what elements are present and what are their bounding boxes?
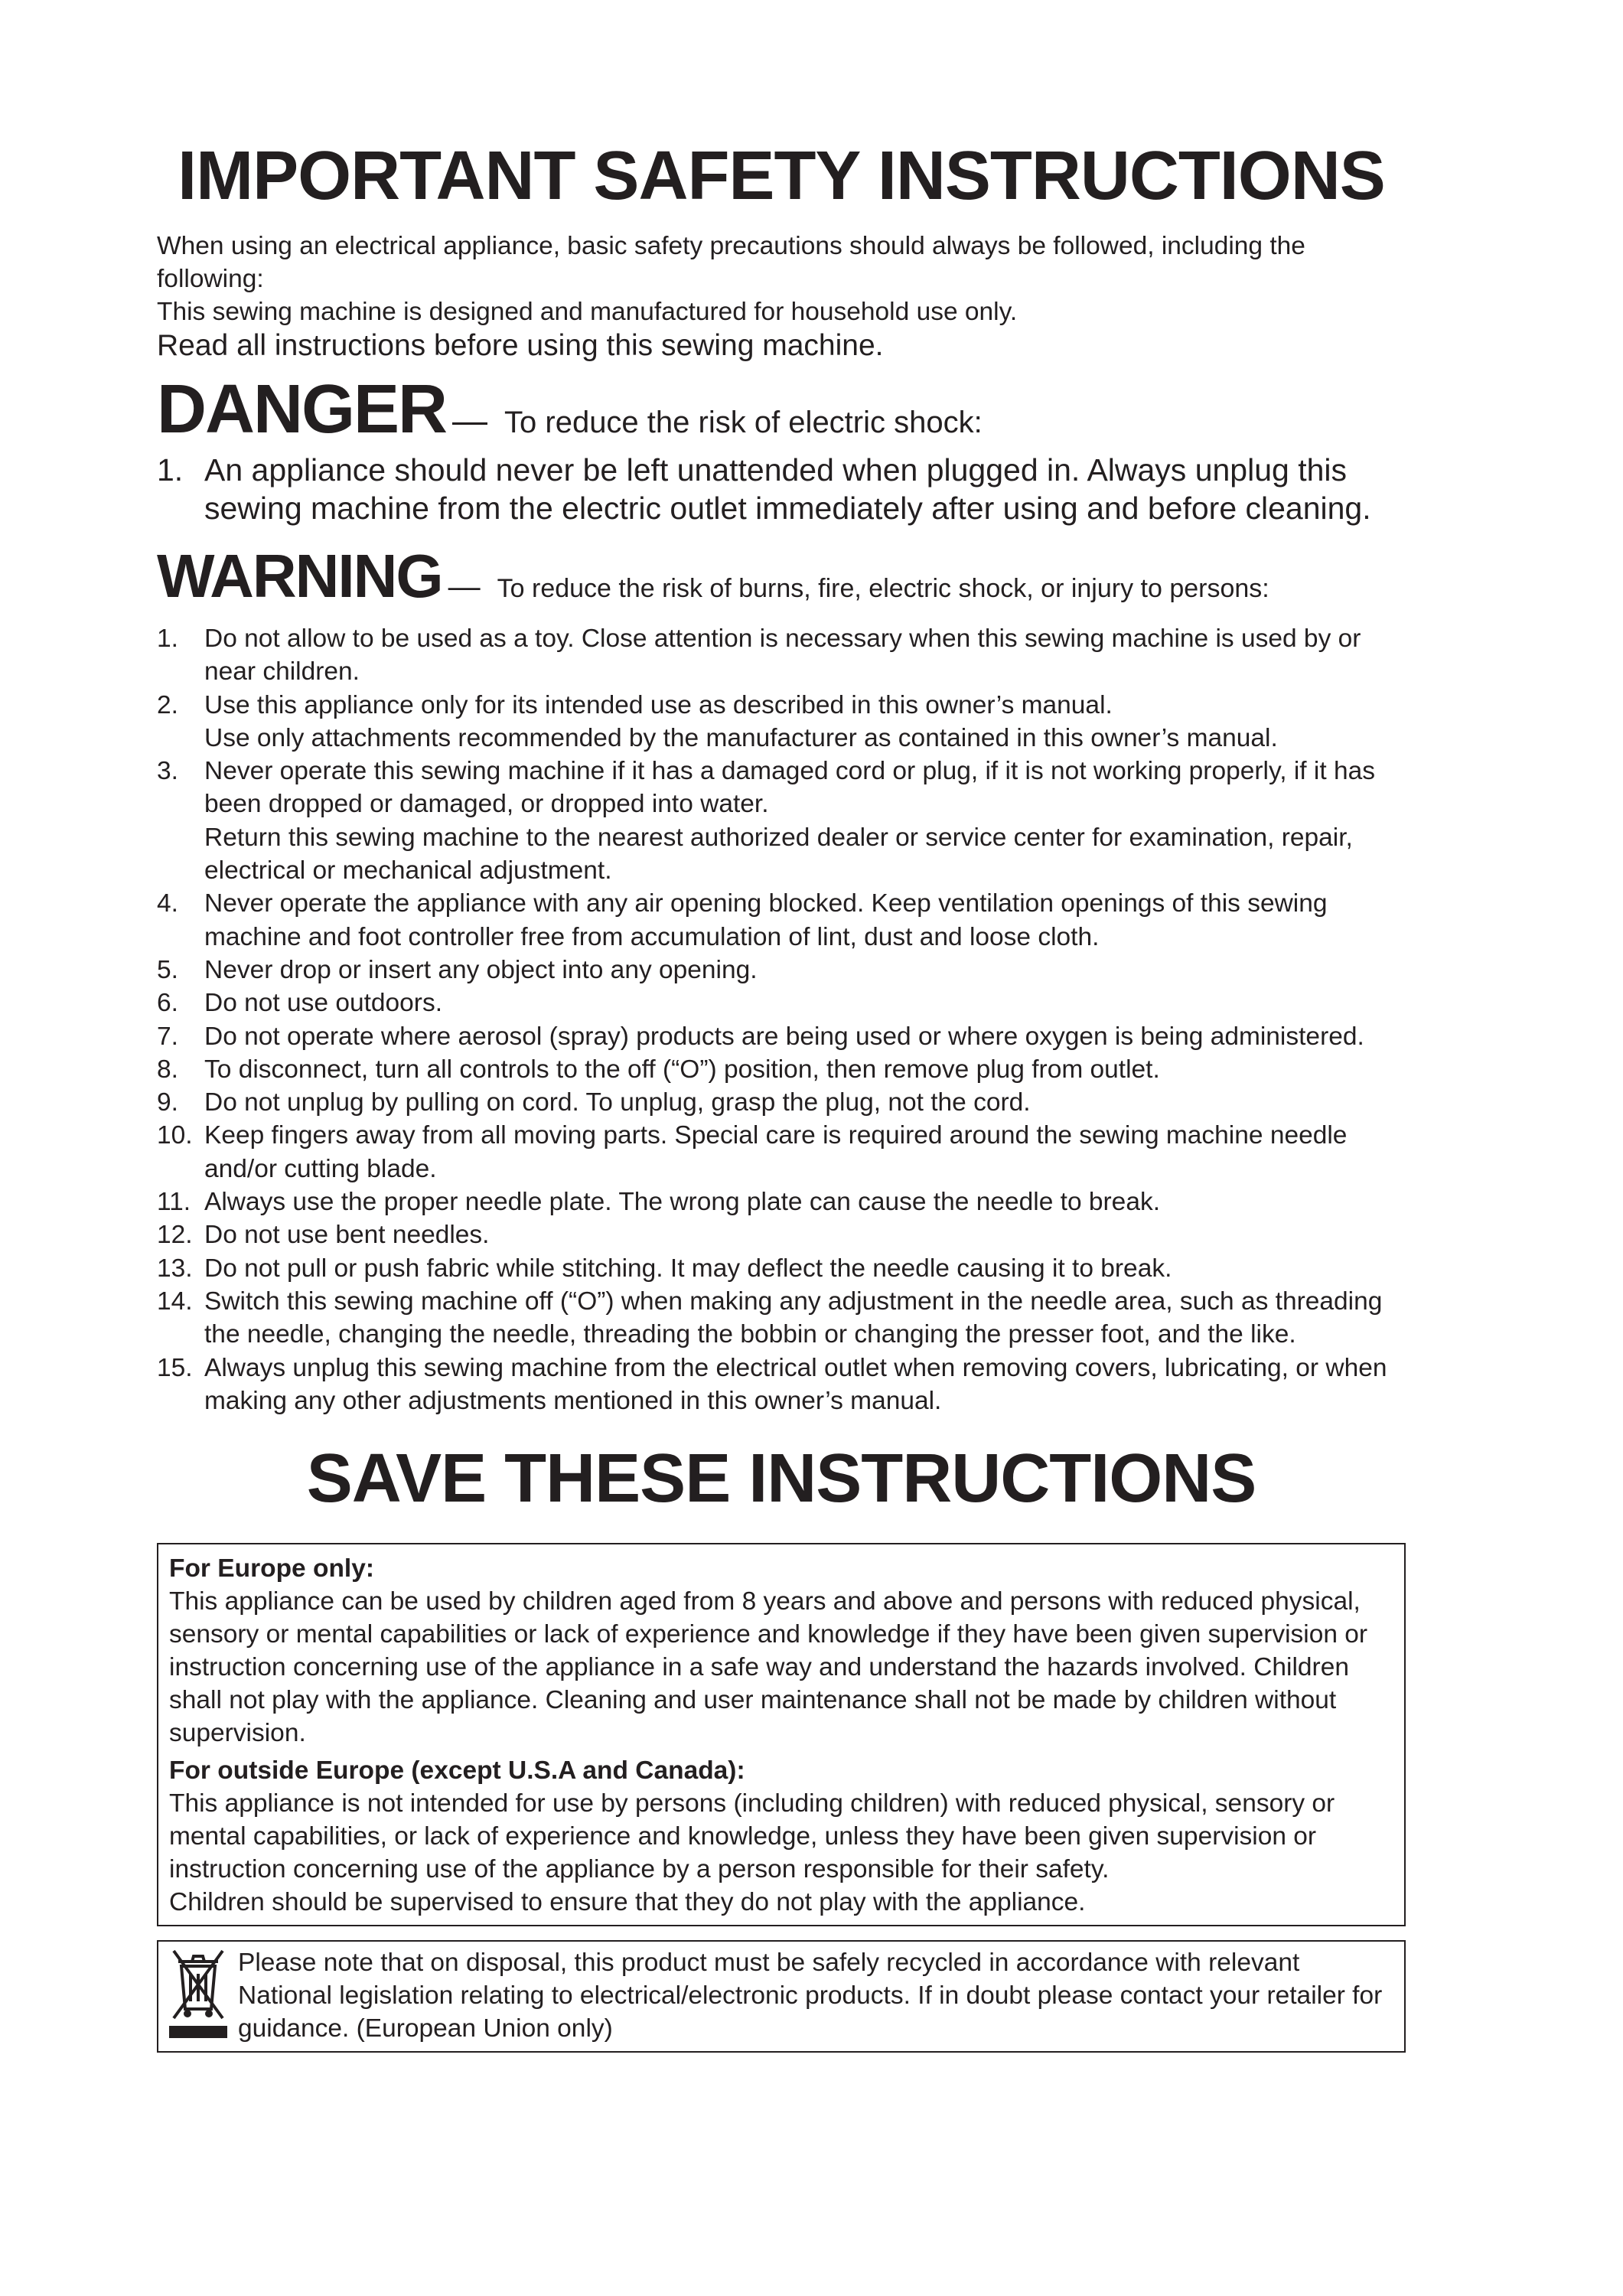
list-item xyxy=(157,1119,1406,1186)
outside-europe-text: This appliance is not intended for use by persons (including children) with reduced physical, sensory or mental capabilities, or lack of experience and knowledge, unless they have been given supervision or instruction concerning use of the appliance by a person responsible for their safety. xyxy=(169,1789,1335,1884)
item-number: 6. xyxy=(157,989,178,1018)
item-number: 13. xyxy=(157,1254,193,1283)
item-text: Do not use bent needles. xyxy=(204,1221,490,1250)
list-item xyxy=(157,755,1406,887)
intro xyxy=(157,230,1406,364)
list-item xyxy=(157,1020,1406,1053)
item-text: Never operate the appliance with any air opening blocked. Keep ventilation openings of this sewing machine and foot controller free from accumulation of lint, dust and loose cloth. xyxy=(204,889,1328,951)
list-item xyxy=(157,1285,1406,1352)
intro-line-2: This sewing machine is designed and manufactured for household use only. xyxy=(157,298,1018,326)
item-text: Use this appliance only for its intended use as described in this owner’s manual. xyxy=(204,690,1113,719)
item-number: 11. xyxy=(157,1188,191,1217)
item-text: Do not unplug by pulling on cord. To unplug, grasp the plug, not the cord. xyxy=(204,1088,1031,1117)
europe-text: This appliance can be used by children aged from 8 years and above and persons with reduced physical, sensory or mental capabilities or lack of experience and knowledge if they have been given supervision or instruction concerning use of the appliance in a safe way and understand the hazards involved. Children shall not play with the appliance. Cleaning and user maintenance shall not be made by children without supervision. xyxy=(169,1587,1368,1748)
disposal-notice-box xyxy=(157,1940,1406,2053)
item-number: 15. xyxy=(157,1353,193,1382)
list-item xyxy=(157,451,1406,527)
save-instructions-title: SAVE THESE INSTRUCTIONS xyxy=(306,1440,1256,1518)
item-text: To disconnect, turn all controls to the off (“O”) position, then remove plug from outlet. xyxy=(204,1055,1160,1084)
warning-dash: — xyxy=(448,568,481,604)
list-item xyxy=(157,1218,1406,1251)
item-number: 4. xyxy=(157,889,178,918)
item-number: 1. xyxy=(157,625,178,653)
list-item xyxy=(157,1252,1406,1285)
danger-list xyxy=(157,451,1406,527)
danger-subtitle: To reduce the risk of electric shock: xyxy=(504,406,983,439)
warning-subtitle: To reduce the risk of burns, fire, electric shock, or injury to persons: xyxy=(497,574,1269,603)
item-text: Switch this sewing machine off (“O”) when making any adjustment in the needle area, such as threading the needle, changing the needle, threading the bobbin or changing the presser foot, and the like. xyxy=(204,1287,1383,1349)
warning-list xyxy=(157,622,1406,1417)
item-number: 10. xyxy=(157,1121,193,1150)
disposal-text: Please note that on disposal, this product must be safely recycled in accordance with relevant National legislation relating to electrical/electronic products. If in doubt please contact your retailer for guidance. (European Union only) xyxy=(238,1949,1383,2043)
warning-word: WARNING xyxy=(157,542,442,610)
item-text: An appliance should never be left unattended when plugged in. Always unplug this sewing machine from the electric outlet immediately after using and before cleaning. xyxy=(204,452,1371,526)
outside-europe-heading: For outside Europe (except U.S.A and Canada): xyxy=(169,1756,745,1786)
item-number: 2. xyxy=(157,690,178,719)
item-text: Do not operate where aerosol (spray) products are being used or where oxygen is being administered. xyxy=(204,1022,1364,1051)
safety-page xyxy=(157,130,1406,2053)
list-item xyxy=(157,987,1406,1019)
danger-dash: — xyxy=(452,400,488,440)
item-number: 14. xyxy=(157,1287,193,1316)
item-number: 3. xyxy=(157,757,178,786)
list-item xyxy=(157,1086,1406,1119)
children-supervision-text: Children should be supervised to ensure that they do not play with the appliance. xyxy=(169,1888,1086,1917)
list-item xyxy=(157,1186,1406,1218)
list-item xyxy=(157,887,1406,954)
item-text: Do not pull or push fabric while stitching. It may deflect the needle causing it to break. xyxy=(204,1254,1172,1283)
list-item xyxy=(157,1053,1406,1086)
item-text: Do not use outdoors. xyxy=(204,989,443,1018)
intro-line-3: Read all instructions before using this sewing machine. xyxy=(157,329,884,362)
item-number: 9. xyxy=(157,1088,178,1117)
item-text: Do not allow to be used as a toy. Close attention is necessary when this sewing machine is used by or near children. xyxy=(204,625,1361,687)
item-number: 8. xyxy=(157,1055,178,1084)
item-text: Keep fingers away from all moving parts. Special care is required around the sewing machine needle and/or cutting blade. xyxy=(204,1121,1348,1183)
page-title: IMPORTANT SAFETY INSTRUCTIONS xyxy=(178,138,1385,214)
item-text: Always unplug this sewing machine from the electrical outlet when removing covers, lubricating, or when making any other adjustments mentioned in this owner’s manual. xyxy=(204,1353,1387,1415)
europe-heading: For Europe only: xyxy=(169,1554,374,1583)
list-item xyxy=(157,622,1406,689)
list-item xyxy=(157,954,1406,987)
item-number: 7. xyxy=(157,1022,178,1051)
list-item xyxy=(157,689,1406,755)
item-number: 12. xyxy=(157,1221,193,1250)
item-text: Never operate this sewing machine if it has a damaged cord or plug, if it is not working properly, if it has been dropped or damaged, or dropped into water. xyxy=(204,757,1375,819)
item-extra-text: Return this sewing machine to the nearest authorized dealer or service center for examination, repair, electrical or mechanical adjustment. xyxy=(204,823,1353,885)
warning-heading xyxy=(157,541,1406,612)
item-number: 1. xyxy=(157,452,184,488)
europe-notice-box xyxy=(157,1543,1406,1926)
weee-crossed-bin-icon xyxy=(169,1946,227,2041)
intro-line-1: When using an electrical appliance, basic safety precautions should always be followed, including the following: xyxy=(157,232,1305,293)
item-text: Always use the proper needle plate. The wrong plate can cause the needle to break. xyxy=(204,1188,1161,1217)
item-text: Never drop or insert any object into any opening. xyxy=(204,955,758,984)
danger-word: DANGER xyxy=(157,371,447,448)
danger-heading xyxy=(157,371,1406,448)
item-extra-text: Use only attachments recommended by the manufacturer as contained in this owner’s manual. xyxy=(204,723,1278,752)
item-number: 5. xyxy=(157,955,178,984)
list-item xyxy=(157,1352,1406,1418)
